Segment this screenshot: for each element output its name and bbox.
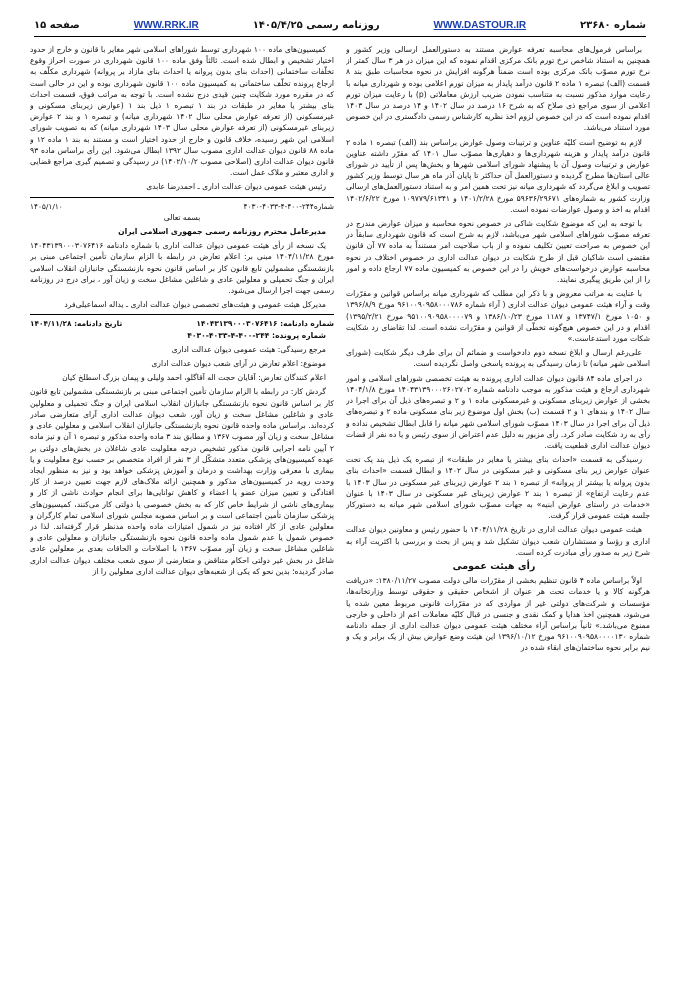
paragraph: لازم به توضیح است کلیّه عناوین و ترتیبات وصول عوارض براساس بند (الف) تبصره ۱ ماده ۲ قانون درآمد پایدار و هزینه شهرداری‌ها و دهیاری‌ها مصوّب سال ۱۴۰۱ که مقرّر داشته عناوین عوارض و ترتیبات وصول آن با پیشنهاد شورای اسلامی شهرها و بخش‌ها پس از تأیید در شورای عالی استان‌ها مطرح گردیده و دستورالعمل آن حداکثر تا پایان آذر ماه هر سال توسط وزیر کشور تصویب و ابلاغ می‌گردد که شهرداری میانه نیز تحت همین امر و به استناد دستورالعمل‌های ارسالی وزارت کشور به شماره‌های ۵۹۶۳۶/۲۹۶۷۱ مورخ ۱۴۰۱/۲/۲۸ و ۱۰۹۷۷۹/۶۱۳۴۱ مورخ ۱۴۰۲/۶/۲۲ اقدام به اخذ و وصول عوارضات نموده است.: [346, 137, 650, 214]
subject: موضوع: اعلام تعارض در آرای شعب دیوان عدالت اداری: [151, 359, 326, 369]
divider: [30, 314, 334, 315]
paragraph: رسیدگی به قسمت «احداث بنای بیشتر یا مغایر در طبقات» از تبصره یک ذیل بند یک تحت عنوان عوارض زیر بنای مسکونی و غیر مسکونی در سال ۱۴۰۲ و ابطال قسمت «احداث بنای بدون پروانه یا بیشتر از پروانه» از تبصره ۱ بند ۲ عوارض زیربنای غیر مسکونی در سال ۱۴۰۳ با عدم رعایت ارتفاع» از تبصره ۱ بند ۲ عوارض زیربنای غیر مسکونی در سال ۱۴۰۳ با عنوان «خدمات در راستای عوارض ابنیه» به جهات مصوّب شورای اسلامی شهر میانه به دستورکار جلسه هیئت عمومی قرار گرفت.: [346, 455, 650, 521]
page-header: [34, 14, 646, 37]
left-column: [30, 44, 334, 966]
paragraph: گردش کار: در رابطه با الزام سازمان تأمین اجتماعی مبنی بر بازنشستگی مشمولین تابع قانون کار بر اساس قانون نحوه بازنشستگی جانبازان انقلاب اسلامی ایران و جنگ تحمیلی و معلولین عادی و شاغلین مشاغل سخت و زیان آور، شعب دیوان عدالت اداری آرای متعارضی صادر کرده‌اند. براساس ماده واحده قانون نحوه بازنشستگی جانبازان انقلاب اسلامی و معلولین عادی و مشاغل سخت و زیان آور مصوب ۱۳۶۷ و مطابق بند ۳ ماده واحده مذکور و تبصره ۱ آن و نیز ماده ۲ آیین نامه اجرایی قانون مذکور تشخیص درجه معلولیت عادی شاغلان در بخش‌های دولتی بر عهده کمیسیون‌های پزشکی متعدد متشکّل از ۳ نفر از افراد متخصص بر حسب نوع معلولیت و یا بیماری با معرفی وزارت بهداشت و درمان و آموزش پزشکی خواهد بود و نیز به منظور ایجاد وحدت رویه در کمیسیون‌های مذکور و همچنین ارائه ملاک‌های لازم جهت تعیین درصد از کار افتادگی و تعیین میزان عضو یا اعضاء و کاهش توانایی‌ها برای انجام حوادث ناشی از کار و بیماری‌های ناشی از شرایط خاص کار که به بخش خصوصی یا دولتی کار می‌کنند، کمیسیون‌های پزشکی سازمان تأمین اجتماعی است و بر اساس مصوبه مجلس شورای اسلامی تمام کارگران و معلولین عادی از کار افتاده نیز در شمول امتیازات ماده واحده مدنظر قرار گرفته‌اند. لذا در خصوص شمول یا عدم شمول ماده واحده قانون نحوه بازنشستگی جانبازان و معلولین عادی و شاغلین مشاغل سخت و زیان آور مصوّب ۱۳۶۷ با اصلاحات و الحاقات بعدی بر معلولین عادی شاغل در بخش غیر دولتی احکام متناقض و متعارضی از سوی شعب مختلف دیوان عدالت اداری صادر گردیده؛ بدین نحو که یکی از شعبه‌های دیوان عدالت اداری معلولین را از: [30, 387, 334, 576]
letter-ref-row: [30, 201, 334, 212]
bism: بسمه تعالی: [163, 212, 201, 222]
paragraph: هیئت عمومی دیوان عدالت اداری در تاریخ ۱۴۰۴/۱۱/۲۸ با حضور رئیس و معاونین دیوان عدالت اداری و رؤسا و مستشاران شعب دیوان تشکیل شد و پس از بحث و بررسی با اکثریت آراء به شرح زیر به صدور رأی مبادرت کرده است.: [346, 525, 650, 557]
paragraph: براساس فرمول‌های محاسبه تعرفه عوارض مستند به دستورالعمل ارسالی وزیر کشور و همچنین به استناد شاخص نرخ تورم بانک مرکزی اقدام نموده که این میزان در هر ۳ سال کمتر از نرخ تورم مصوّب بانک مرکزی بوده است ضمناً هرگونه افزایش در نحوه محاسبات طبق بند ۸ قسمت (الف) تبصره ۱ ماده ۲ قانون درآمد پایدار به میزان تورم اعلامی بوده و شهرداری میانه با رعایت موارد مذکور نسبت به متناسب نمودن ضریب ارزش معاملاتی (p) با رعایت میزان تورم اعلامی از سوی مراجع ذی صلاح که به شرح ۱۶ درصد در سال ۱۴۰۲ و ۱۴ درصد در سال ۱۴۰۳ اقدام نموده است که در این خصوص لزوم اخذ نظریه کارشناس رسمی دادگستری در این خصوص مورد استناد می‌باشد.: [346, 45, 650, 133]
paragraph: یک نسخه از رأی هیئت عمومی دیوان عدالت اداری با شماره دادنامه ۱۴۰۴۳۱۳۹۰۰۰۳۰۷۶۴۱۶ مورخ ۱۴۰۴/۱۱/۲۸ مبنی بر: اعلام تعارض در رابطه با الزام سازمان تأمین اجتماعی مبنی بر بازنشستگی مشمولین تابع قانون کار بر اساس قانون نحوه بازنشستگی جانبازان انقلاب اسلامی ایران و جنگ تحمیلی و معلولین عادی و شاغلین مشاغل سخت و زیان آور ، برای درج در روزنامه رسمی جهت اجرا ارسال می‌شود.: [30, 241, 334, 296]
declarants: اعلام کنندگان تعارض: آقایان حجت اله آقاگلو، احمد ولیلی و پیمان بزرگ اسطلخ کیان: [62, 373, 326, 383]
paragraph: در اجرای ماده ۸۴ قانون دیوان عدالت اداری پرونده به هیئت تخصصی شوراهای اسلامی و امور شهرداری ارجاع و هیئت مذکور به موجب دادنامه شماره ۱۴۰۴۳۱۳۹۰۰۰۲۶۰۲۷۰۲ مورخ ۱۴۰۴/۱/۸ بخشی از عوارض زیربنای مسکونی و غیرمسکونی ماده ۱ و ۲ و تبصره‌های ذیل آن برای اجرا در سال ۱۴۰۲ و بندهای ۱ و ۲ قسمت (ب) بخش اول موضوع زیر بنای مسکونی ماده ۲ و تبصره‌های ذیل آن برای اجرا در سال ۱۴۰۳ مصوّب شورای اسلامی شهر میانه را قابل ابطال تشخیص نداده و رأی به رد شکایت صادر کرد. رأی مزبور به دلیل عدم اعتراض از سوی رئیس و یا ده نفر از قضات دیوان عدالت اداری قطعیت یافت.: [346, 373, 650, 450]
signature: مدیرکل هیئت عمومی و هیئت‌های تخصصی دیوان عدالت اداری ـ یداله اسماعیلی‌فرد: [64, 300, 326, 310]
paragraph: اولاً براساس ماده ۴ قانون تنظیم بخشی از مقرّرات مالی دولت مصوب ۱۳۸۰/۱۱/۲۷: «دریافت هرگونه کالا و یا خدمات تحت هر عنوان از اشخاص حقیقی و حقوقی توسط وزارتخانه‌ها، مؤسسات و شرکت‌های دولتی غیر از مواردی که در مقرّرات قانونی مربوط معین شده یا می‌شود، همچنین اخذ هدایا و کمک نقدی و جنسی در قبال کلیّه معاملات اعم از داخلی و خارجی ممنوع می‌باشد.» ثانیاً براساس آراء مختلف هیئت عمومی دیوان عدالت اداری از جمله دادنامه شماره ۹۶۱۰۰۹۰۹۵۸۰۰۰۰۱۳۰ مورخ ۱۳۹۶/۱۰/۱۲ این هیئت وضع عوارض بیش از یک برابر و یک و نیم برابر نحوه ساختمان‌های ابقاء شده در: [346, 576, 650, 653]
right-column: [346, 44, 650, 966]
signature: رئیس هیئت عمومی دیوان عدالت اداری ـ احمدرضا عابدی: [146, 182, 326, 192]
letter-number: شماره۲۴۴-۴۰۰-۴-۴۰۳۳-۴۰۳۰: [243, 201, 334, 211]
divider: [30, 197, 334, 198]
page-number: صفحه ۱۵: [34, 19, 80, 31]
article-columns: [30, 44, 650, 966]
section-heading: رأی هیئت عمومی: [452, 560, 536, 572]
issue-number: شماره ۲۳۶۸۰: [580, 19, 646, 31]
decree-row: [30, 318, 334, 329]
case-number: شماره پرونده: ۲۴۴-۴۰۰-۴-۴۰۳۳-۴۰۳۰: [187, 330, 326, 340]
paragraph: با توجه به این که موضوع شکایت شاکی در خصوص نحوه محاسبه و میزان عوارض مندرج در تعرفه مصوّب شوراهای اسلامی شهر می‌باشد، لازم به شرح است که قانون شهرداری سابقاً در این خصوص به صراحت تعیین تکلیف نموده و از باب صلاحیت امر مستنداً به ماده ۷۷ آن قانون مقتضی است شاکیان قبل از طرح شکایت در دیوان عدالت اداری در خصوص اختلاف در نحوه محاسبه عوارض درخواست‌های خویش را در این خصوص به کمیسیون ماده ۷۷ ارجاع داده و امور را از این طریق پیگیری نمایند.: [346, 219, 650, 285]
paragraph: کمیسیون‌های ماده ۱۰۰ شهرداری توسط شوراهای اسلامی شهر مغایر با قانون و خارج از حدود اختیار تشخیص و ابطال شده است. ثالثاً وفق ماده ۱۰۰ قانون شهرداری در صورت احراز وقوع تخلّفات ساختمانی (احداث بنای بدون پروانه یا احداث بنای مازاد بر پروانه) شهرداری مکلّف به ارجاع پرونده تخلّف ساختمانی به کمیسیون ماده ۱۰۰ قانون شهرداری بوده و این در حالی است که در مقرره مورد شکایت چنین قیدی درج نشده است. با توجه به مراتب فوق، قسمت احداث بنای بیشتر یا مغایر در طبقات در بند ۱ تبصره ۱ ذیل بند ۱ (عوارض زیربنای مسکونی و غیرمسکونی (از تعرفه عوارض محلی سال ۱۴۰۲ شهرداری میانه) و تبصره ۱ و بند ۲ عوارض زیربنای غیرمسکونی (از تعرفه عوارض محلی سال ۱۴۰۳ شهرداری میانه) که به تصویب شورای اسلامی این شهر رسیده، خلاف قانون و خارج از حدود اختیار است و مستند به بند ۱ ماده ۱۲ و ماده ۸۸ قانون دیوان عدالت اداری مصوب سال ۱۳۹۲ ابطال می‌شود. این رأی براساس ماده ۹۳ قانون دیوان عدالت اداری (اصلاحی مصوب ۱۴۰۲/۱۰/۲) در رسیدگی و تصمیم گیری مراجع قضایی و اداری معتبر و ملاک عمل است.: [30, 45, 334, 178]
paragraph: علی‌رغم ارسال و ابلاغ نسخه دوم دادخواست و ضمائم آن برای طرف دیگر شکایت (شورای اسلامی شهر میانه) تا زمان رسیدگی به پرونده پاسخی واصل نگردیده است.: [346, 348, 650, 369]
authority: مرجع رسیدگی: هیئت عمومی دیوان عدالت اداری: [171, 344, 326, 354]
letter-date: ۱۴۰۵/۱/۱۰: [30, 201, 63, 211]
paragraph: با عنایت به مراتب معروض و با ذکر این مطلب که شهرداری میانه براساس قوانین و مقرّرات وقت و آراء هیئت عمومی دیوان عدالت اداری ( آراء شماره ۹۶۱۰۰۹۰۹۵۸۰۰۰۷۸۶ مورخ ۱۳۹۶/۸/۹ و ۱۰۵۰ مورخ ۱۳۷۴۷/۱ و ۱۱۸۷ مورخ ۱۳۸۶/۱۰/۲۳ و ۹۵۱۰۰۹۰۹۵۸۰۰۰۰۷۹ مورخ ۱۳۹۵/۲/۲۱) اقدام و در این خصوص هیچ‌گونه تخطّی از قوانین و مقرّرات نشده است. لذا تقاضای رد شکایت شکات مورد استدعاست.»: [346, 289, 650, 344]
rrk-link[interactable]: WWW.RRK.IR: [133, 19, 199, 31]
recipient: مدیرعامل محترم روزنامه رسمی جمهوری اسلامی ایران: [118, 227, 326, 237]
dastour-link[interactable]: WWW.DASTOUR.IR: [433, 19, 527, 31]
decree-date: تاریخ دادنامه: ۱۴۰۴/۱۱/۲۸: [30, 319, 123, 329]
decree-number: شماره دادنامه: ۱۴۰۴۳۱۳۹۰۰۰۳۰۷۶۴۱۶: [196, 319, 334, 329]
newspaper-date: روزنامه رسمی ۱۴۰۵/۴/۲۵: [252, 19, 380, 31]
